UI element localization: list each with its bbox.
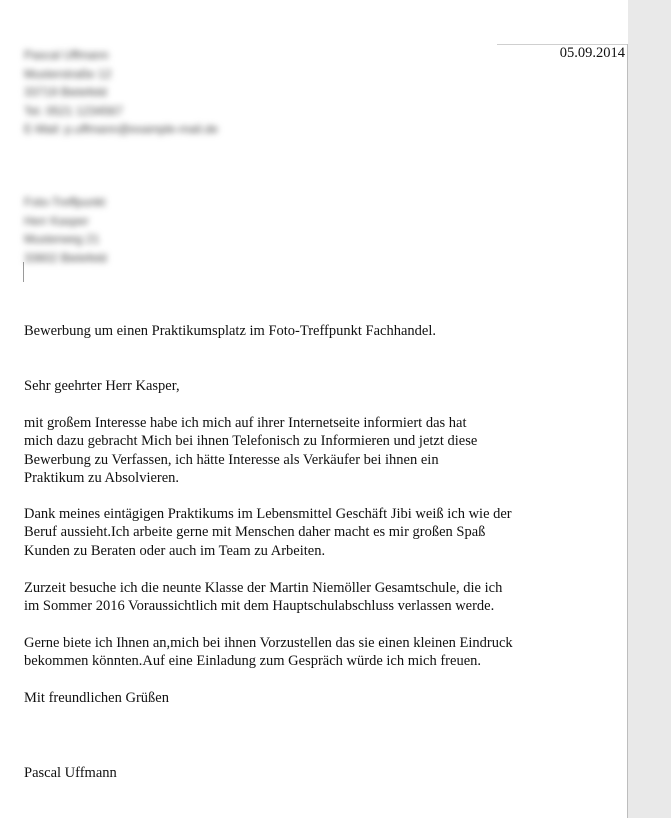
sender-line: E-Mail: p.uffmann@example-mail.de bbox=[24, 122, 219, 136]
letter-signature-name: Pascal Uffmann bbox=[24, 765, 117, 781]
letter-subject: Bewerbung um einen Praktikumsplatz im Foto-Treffpunkt Fachhandel. bbox=[24, 323, 436, 339]
paragraph-line: mich dazu gebracht Mich bei ihnen Telefonisch zu Informieren und jetzt diese bbox=[24, 433, 478, 450]
recipient-line: Herr Kasper bbox=[24, 213, 89, 228]
letter-salutation: Sehr geehrter Herr Kasper, bbox=[24, 378, 180, 394]
sender-line: Musterstraße 12 bbox=[24, 66, 112, 81]
body-paragraph-1 bbox=[24, 414, 619, 487]
paragraph-line: im Sommer 2016 Voraussichtlich mit dem Hauptschulabschluss verlassen werde. bbox=[24, 598, 495, 615]
body-paragraph-2 bbox=[24, 505, 619, 560]
letter-date: 05.09.2014 bbox=[559, 45, 625, 61]
page-right-border bbox=[627, 44, 628, 818]
recipient-address-block bbox=[24, 193, 107, 267]
body-paragraph-3 bbox=[24, 579, 619, 616]
recipient-line: 33602 Bielefeld bbox=[24, 250, 107, 265]
sender-address-block bbox=[24, 46, 218, 139]
paragraph-line: Zurzeit besuche ich die neunte Klasse der Martin Niemöller Gesamtschule, die ich bbox=[24, 580, 503, 596]
paragraph-line: Beruf aussieht.Ich arbeite gerne mit Menschen daher macht es mir großen Spaß bbox=[24, 524, 486, 541]
sender-line: Tel. 0521 1234567 bbox=[24, 103, 123, 118]
paragraph-line: Gerne biete ich Ihnen an,mich bei ihnen Vorzustellen das sie einen kleinen Eindruck bbox=[24, 635, 513, 651]
paragraph-line: Kunden zu Beraten oder auch im Team zu Arbeiten. bbox=[24, 542, 326, 559]
body-paragraph-4 bbox=[24, 634, 619, 671]
paragraph-line: mit großem Interesse habe ich mich auf ihrer Internetseite informiert das hat bbox=[24, 415, 467, 431]
paragraph-line: Praktikum zu Absolvieren. bbox=[24, 469, 180, 486]
sender-line: Pascal Uffmann bbox=[24, 48, 109, 62]
sender-line: 33719 Bielefeld bbox=[24, 85, 107, 99]
recipient-line: Foto-Treffpunkt bbox=[24, 195, 106, 209]
letter-closing: Mit freundlichen Grüßen bbox=[24, 690, 169, 706]
paragraph-line: Bewerbung zu Verfassen, ich hätte Interesse als Verkäufer bei ihnen ein bbox=[24, 451, 439, 468]
paragraph-line: bekommen könnten.Auf eine Einladung zum Gespräch würde ich mich freuen. bbox=[24, 653, 482, 670]
recipient-line: Musterweg 21 bbox=[24, 232, 100, 246]
paragraph-line: Dank meines eintägigen Praktikums im Lebensmittel Geschäft Jibi weiß ich wie der bbox=[24, 506, 512, 522]
